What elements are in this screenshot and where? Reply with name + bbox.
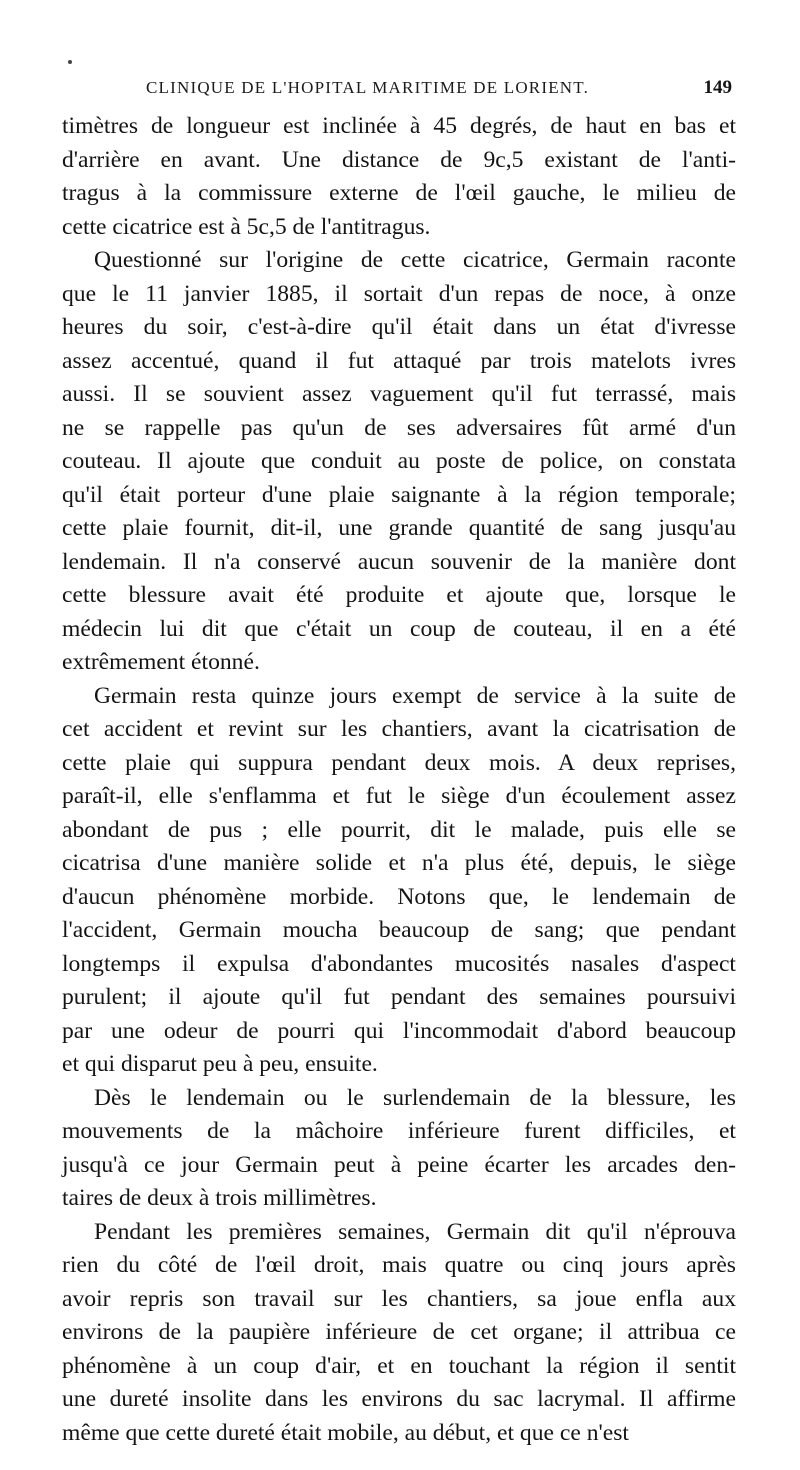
body-text: [62, 110, 736, 1450]
text-line: ne se rappelle pas qu'un de ses adversaires fût armé d'un: [62, 414, 736, 441]
text-line: cicatrisa d'une manière solide et n'a plus été, depuis, le siège: [62, 850, 736, 876]
text-line: paraît-il, elle s'enflamma et fut le siège d'un écoulement assez: [62, 783, 736, 809]
text-line: l'accident, Germain moucha beaucoup de sang; que pendant: [62, 917, 736, 943]
text-line: rien du côté de l'œil droit, mais quatre ou cinq jours après: [62, 1252, 736, 1278]
text-line: tragus à la commissure externe de l'œil gauche, le milieu de: [62, 180, 736, 206]
text-line: phénomène à un coup d'air, et en touchant la région il sentit: [62, 1352, 736, 1379]
text-line: extrêmement étonné.: [62, 649, 260, 675]
running-title: CLINIQUE DE L'HOPITAL MARITIME DE LORIENT.: [146, 78, 590, 97]
paragraph: [62, 244, 736, 680]
text-line: purulent; il ajoute qu'il fut pendant des semaines poursuivi: [62, 984, 736, 1010]
text-line: avoir repris son travail sur les chantiers, sa joue enfla aux: [62, 1285, 736, 1312]
text-line: lendemain. Il n'a conservé aucun souvenir de la manière dont: [62, 548, 736, 575]
text-line: mouvements de la mâchoire inférieure furent difficiles, et: [62, 1118, 736, 1144]
text-line: même que cette dureté était mobile, au début, et que ce n'est: [62, 1419, 629, 1446]
text-line: d'aucun phénomène morbide. Notons que, le lendemain de: [62, 883, 736, 910]
text-line: jusqu'à ce jour Germain peut à peine écarter les arcades den-: [62, 1151, 736, 1178]
text-line: d'arrière en avant. Une distance de 9c,5 existant de l'anti-: [62, 146, 736, 173]
text-line: qu'il était porteur d'une plaie saignante à la région temporale;: [62, 481, 736, 508]
text-line: cette plaie fournit, dit-il, une grande quantité de sang jusqu'au: [62, 515, 736, 541]
text-line: abondant de pus ; elle pourrit, dit le malade, puis elle se: [62, 816, 736, 843]
printer-mark: [68, 60, 72, 64]
text-line: que le 11 janvier 1885, il sortait d'un repas de noce, à onze: [62, 280, 736, 307]
text-line: Questionné sur l'origine de cette cicatrice, Germain raconte: [94, 247, 736, 273]
text-line: couteau. Il ajoute que conduit au poste de police, on constata: [62, 448, 736, 474]
text-line: par une odeur de pourri qui l'incommodait d'abord beaucoup: [62, 1017, 736, 1044]
paragraph: [62, 680, 736, 1082]
text-line: une dureté insolite dans les environs du sac lacrymal. Il affirme: [62, 1386, 736, 1412]
text-line: aussi. Il se souvient assez vaguement qu'il fut terrassé, mais: [62, 381, 736, 407]
text-line: cette blessure avait été produite et ajoute que, lorsque le: [62, 582, 736, 608]
text-line: timètres de longueur est inclinée à 45 degrés, de haut en bas et: [62, 113, 736, 139]
text-line: environs de la paupière inférieure de cet organe; il attribua ce: [62, 1319, 736, 1345]
text-line: cet accident et revint sur les chantiers, avant la cicatrisation de: [62, 716, 736, 742]
paragraph: [62, 1082, 736, 1216]
text-line: médecin lui dit que c'était un coup de couteau, il en a été: [62, 615, 736, 642]
page-number: 149: [703, 77, 732, 98]
page-header: [62, 76, 732, 106]
text-line: cette plaie qui suppura pendant deux mois. A deux reprises,: [62, 749, 736, 776]
text-line: cette cicatrice est à 5c,5 de l'antitragus.: [62, 213, 431, 240]
text-line: Pendant les premières semaines, Germain dit qu'il n'éprouva: [94, 1218, 736, 1245]
text-line: assez accentué, quand il fut attaqué par trois matelots ivres: [62, 347, 736, 374]
text-line: Dès le lendemain ou le surlendemain de la blessure, les: [94, 1084, 736, 1111]
text-line: Germain resta quinze jours exempt de service à la suite de: [94, 682, 736, 709]
text-line: heures du soir, c'est-à-dire qu'il était dans un état d'ivresse: [62, 314, 736, 340]
text-line: et qui disparut peu à peu, ensuite.: [62, 1051, 378, 1077]
paragraph: [62, 110, 736, 244]
paragraph: [62, 1216, 736, 1451]
text-line: longtemps il expulsa d'abondantes mucosités nasales d'aspect: [62, 950, 736, 977]
text-line: taires de deux à trois millimètres.: [62, 1185, 377, 1211]
